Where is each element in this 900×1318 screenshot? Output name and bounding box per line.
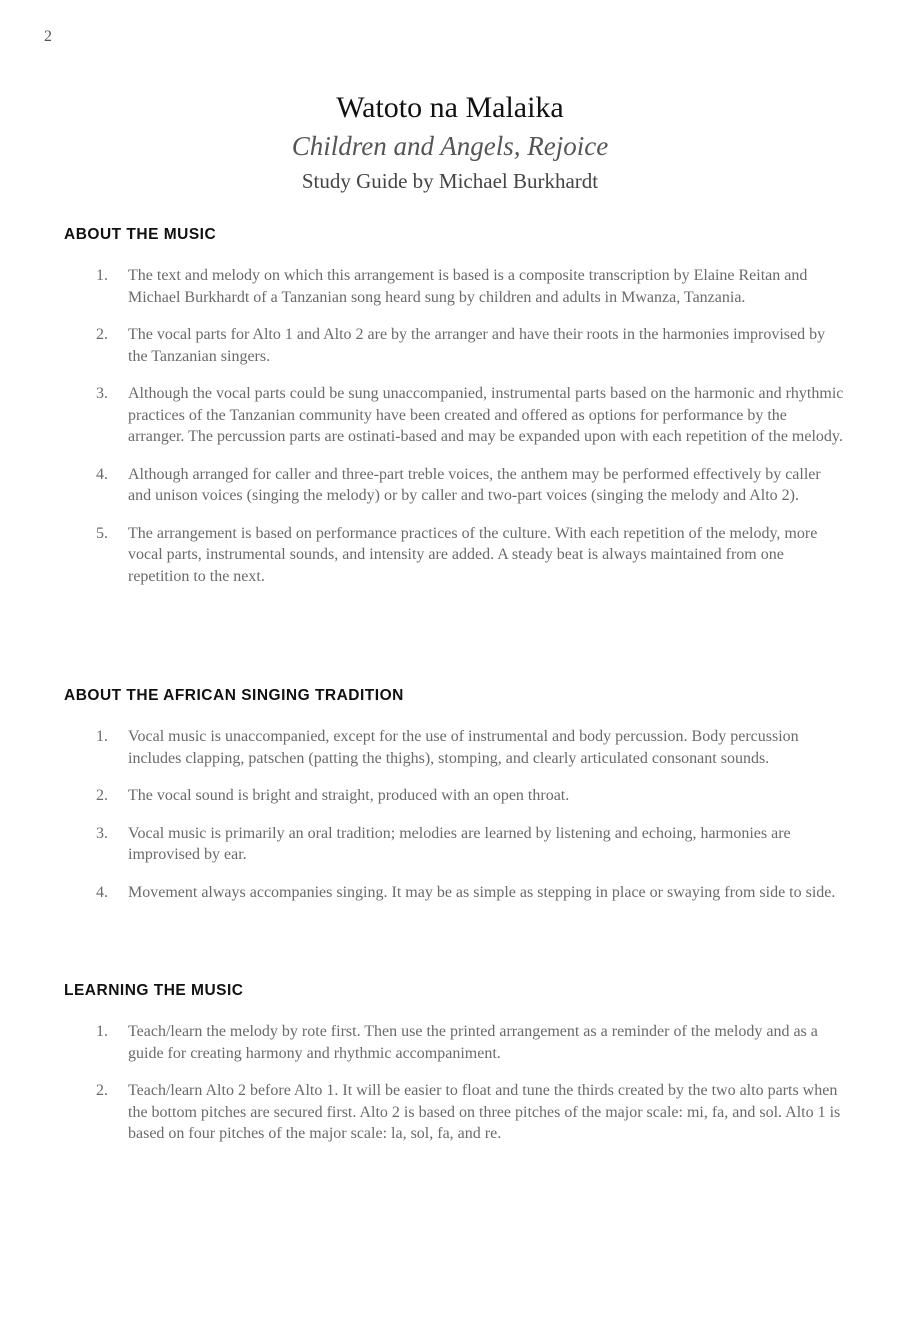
item-number: 2. [96,787,108,804]
page-title: Watoto na Malaika [336,91,564,124]
item-number: 1. [96,1023,108,1040]
section-heading: ABOUT THE AFRICAN SINGING TRADITION [64,687,404,704]
item-text: Teach/learn the melody by rote first. Then use the printed arrangement as a reminder of the melody and as a guide for creating harmony and rhythmic accompaniment. [128,1023,818,1062]
list-item [64,265,844,308]
page-number: 2 [44,28,52,45]
title-block [0,88,900,198]
list-item [64,324,844,367]
item-text: Teach/learn Alto 2 before Alto 1. It will be easier to float and tune the thirds created by the two alto parts when the bottom pitches are secured first. Alto 2 is based on three pitches of the major scale: mi, fa, and sol. Alto 1 is based on four pitches of the major scale: la, sol, fa, and re. [128,1082,841,1142]
section-learning-the-music [64,981,844,1161]
item-number: 4. [96,883,108,901]
list-item [64,823,844,866]
list-item [64,726,844,769]
item-text: The arrangement is based on performance practices of the culture. With each repetition of the melody, more vocal parts, instrumental sounds, and intensity are added. A steady beat is always maintained from one repetition to the next. [128,524,818,585]
item-number: 3. [96,385,108,402]
item-number: 2. [96,326,108,343]
item-text: Movement always accompanies singing. It may be as simple as stepping in place or swaying from side to side. [128,883,836,901]
item-text: The text and melody on which this arrangement is based is a composite transcription by Elaine Reitan and Michael Burkhardt of a Tanzanian song heard sung by children and adults in Mwanza, Tanzania. [128,267,808,306]
list-item [64,882,844,904]
item-number: 1. [96,728,108,745]
item-number: 4. [96,465,108,483]
section-african-singing-tradition [64,686,844,919]
section-heading: ABOUT THE MUSIC [64,226,217,243]
list-item [64,1021,844,1064]
list-item [64,785,844,807]
section-about-the-music [64,225,844,603]
byline: Study Guide by Michael Burkhardt [301,169,599,193]
item-number: 5. [96,524,108,542]
item-number: 3. [96,824,108,842]
item-number: 1. [96,267,108,284]
item-text: Although the vocal parts could be sung unaccompanied, instrumental parts based on the harmonic and rhythmic practices of the Tanzanian community have been created and offered as options for performance by the arranger. The percussion parts are ostinati-based and may be expanded upon with each repetition of the melody. [128,385,844,445]
item-text: Vocal music is primarily an oral tradition; melodies are learned by listening and echoing, harmonies are improvised by ear. [128,824,791,863]
item-number: 2. [96,1082,108,1099]
item-text: The vocal sound is bright and straight, produced with an open throat. [128,787,570,804]
section-heading: LEARNING THE MUSIC [64,982,244,999]
list-item [64,523,844,588]
item-text: The vocal parts for Alto 1 and Alto 2 are by the arranger and have their roots in the harmonies improvised by the Tanzanian singers. [128,326,826,365]
item-text: Vocal music is unaccompanied, except for the use of instrumental and body percussion. Body percussion includes clapping, patschen (patting the thighs), stomping, and clearly articulated consonant sounds. [128,728,799,767]
item-text: Although arranged for caller and three-part treble voices, the anthem may be performed effectively by caller and unison voices (singing the melody) or by caller and two-part voices (singing the melody and Alto 2). [128,465,821,504]
list-item [64,383,844,448]
list-item [64,464,844,507]
list-item [64,1080,844,1145]
page-subtitle: Children and Angels, Rejoice [291,131,609,161]
